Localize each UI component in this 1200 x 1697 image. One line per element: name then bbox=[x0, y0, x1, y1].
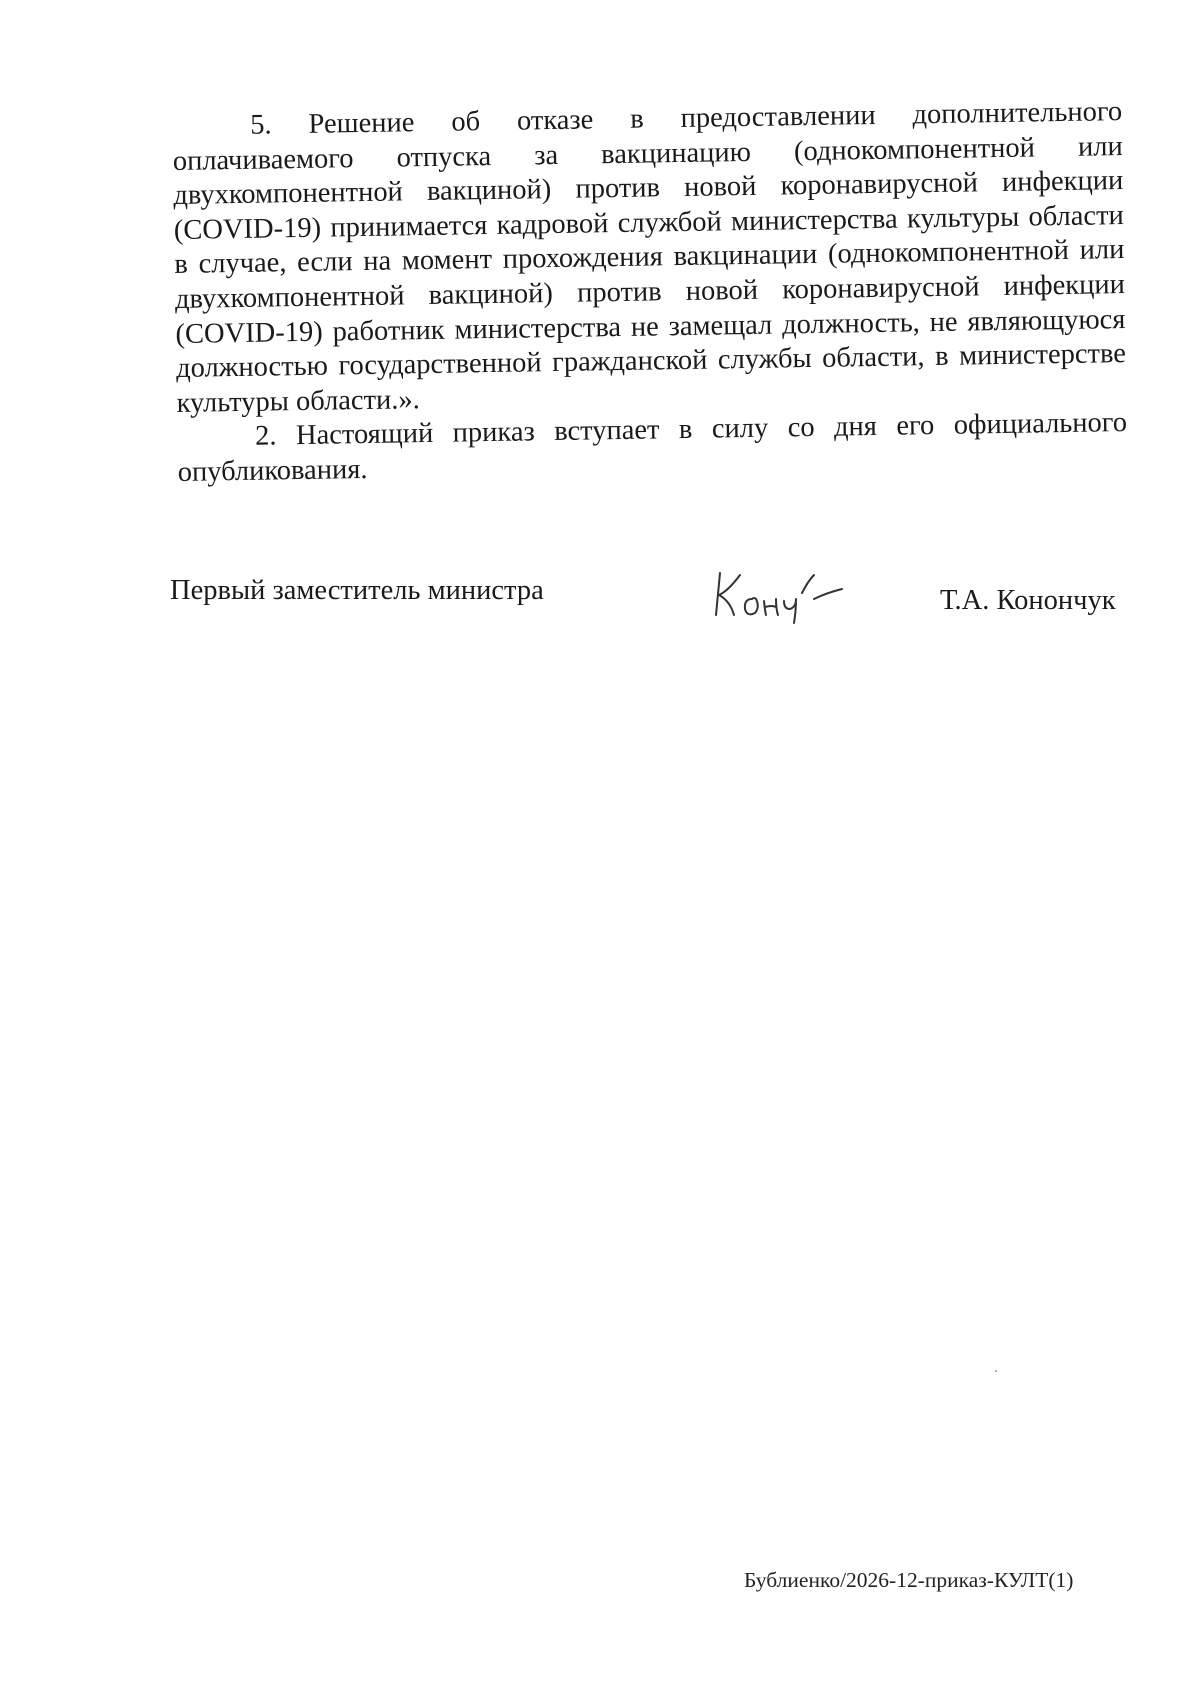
scan-artifact bbox=[995, 1370, 997, 1372]
signature-block bbox=[170, 575, 1120, 645]
document-file-reference: Бублиенко/2026-12-приказ-КУЛТ(1) bbox=[744, 1568, 1074, 1592]
paragraph-item-5: 5. Решение об отказе в предоставлении дополнительного оплачиваемого отпуска за вакцинацию (однокомпонентной или двухкомпонентной вакциной) против новой коронавирусной инфекции (COVID-19) принимается кадровой службой министерства культуры области в случае, если на момент прохождения вакцинации (однокомпонентной или двухкомпонентной вакциной) против новой коронавирусной инфекции (COVID-19) работник министерства не замещал должность, не являющуюся должностью государственной гражданской службы области, в министерстве культуры области.». bbox=[172, 96, 1127, 419]
signatory-position: Первый заместитель министра bbox=[170, 575, 544, 606]
handwritten-signature bbox=[710, 561, 855, 625]
signatory-name: Т.А. Конончук bbox=[940, 585, 1116, 616]
document-body bbox=[172, 95, 1128, 490]
paragraph-item-2: 2. Настоящий приказ вступает в силу со дня его официального опубликования. bbox=[177, 407, 1128, 488]
